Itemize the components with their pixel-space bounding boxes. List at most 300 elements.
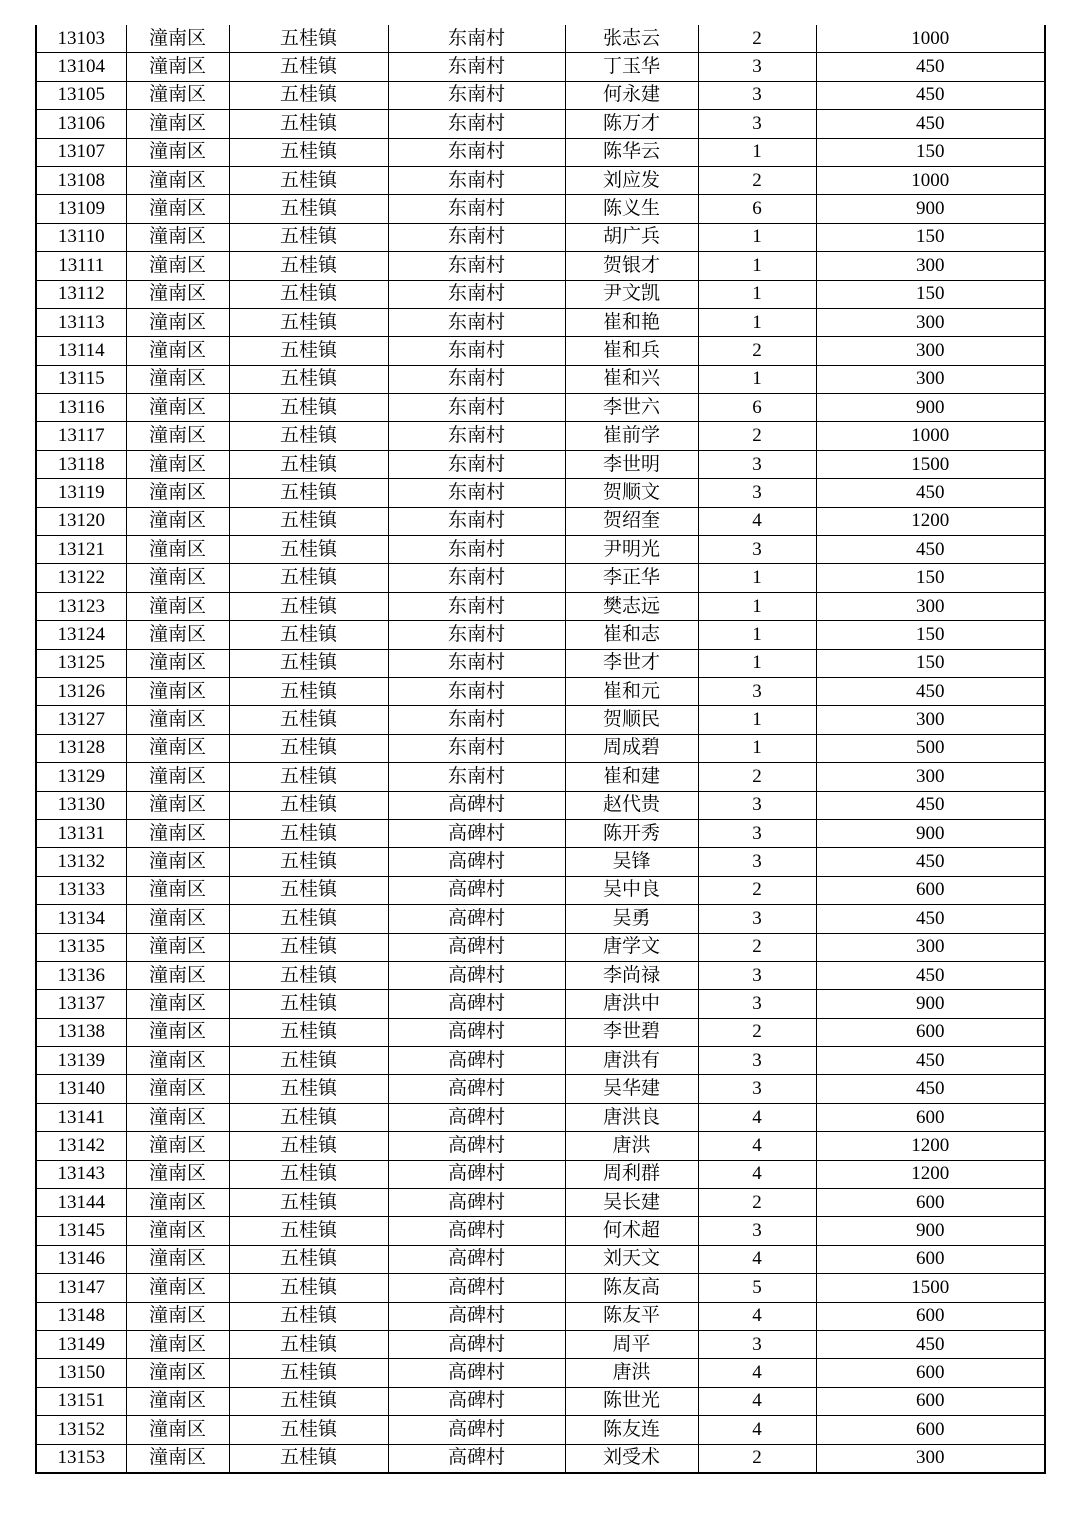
amount-cell: 450 xyxy=(816,848,1045,876)
district-cell: 潼南区 xyxy=(126,1132,229,1160)
household-size-cell: 2 xyxy=(698,763,816,791)
town-cell: 五桂镇 xyxy=(229,564,388,592)
town-cell: 五桂镇 xyxy=(229,621,388,649)
household-size-cell: 4 xyxy=(698,1132,816,1160)
town-cell: 五桂镇 xyxy=(229,422,388,450)
name-cell: 胡广兵 xyxy=(565,223,698,251)
name-cell: 刘天文 xyxy=(565,1245,698,1273)
name-cell: 陈万才 xyxy=(565,110,698,138)
household-size-cell: 1 xyxy=(698,734,816,762)
serial-number-cell: 13153 xyxy=(36,1444,126,1473)
household-size-cell: 1 xyxy=(698,308,816,336)
household-size-cell: 1 xyxy=(698,649,816,677)
table-row xyxy=(36,592,1045,620)
town-cell: 五桂镇 xyxy=(229,110,388,138)
district-cell: 潼南区 xyxy=(126,1217,229,1245)
table-row xyxy=(36,1359,1045,1387)
village-cell: 东南村 xyxy=(388,195,565,223)
district-cell: 潼南区 xyxy=(126,394,229,422)
amount-cell: 300 xyxy=(816,933,1045,961)
amount-cell: 900 xyxy=(816,195,1045,223)
name-cell: 崔和艳 xyxy=(565,308,698,336)
name-cell: 张志云 xyxy=(565,25,698,53)
serial-number-cell: 13132 xyxy=(36,848,126,876)
household-size-cell: 3 xyxy=(698,848,816,876)
serial-number-cell: 13107 xyxy=(36,138,126,166)
town-cell: 五桂镇 xyxy=(229,394,388,422)
town-cell: 五桂镇 xyxy=(229,763,388,791)
village-cell: 东南村 xyxy=(388,507,565,535)
table-row xyxy=(36,25,1045,53)
name-cell: 丁玉华 xyxy=(565,53,698,81)
name-cell: 吴华建 xyxy=(565,1075,698,1103)
amount-cell: 300 xyxy=(816,308,1045,336)
district-cell: 潼南区 xyxy=(126,1302,229,1330)
household-size-cell: 3 xyxy=(698,791,816,819)
name-cell: 尹明光 xyxy=(565,536,698,564)
amount-cell: 450 xyxy=(816,1330,1045,1358)
serial-number-cell: 13113 xyxy=(36,308,126,336)
serial-number-cell: 13123 xyxy=(36,592,126,620)
serial-number-cell: 13139 xyxy=(36,1047,126,1075)
town-cell: 五桂镇 xyxy=(229,365,388,393)
village-cell: 东南村 xyxy=(388,422,565,450)
serial-number-cell: 13109 xyxy=(36,195,126,223)
table-row xyxy=(36,1132,1045,1160)
table-row xyxy=(36,1245,1045,1273)
village-cell: 东南村 xyxy=(388,337,565,365)
village-cell: 高碑村 xyxy=(388,1217,565,1245)
household-size-cell: 1 xyxy=(698,592,816,620)
amount-cell: 150 xyxy=(816,621,1045,649)
town-cell: 五桂镇 xyxy=(229,308,388,336)
name-cell: 贺顺文 xyxy=(565,479,698,507)
name-cell: 何术超 xyxy=(565,1217,698,1245)
household-size-cell: 1 xyxy=(698,223,816,251)
town-cell: 五桂镇 xyxy=(229,819,388,847)
amount-cell: 450 xyxy=(816,791,1045,819)
table-row xyxy=(36,1387,1045,1415)
table-row xyxy=(36,706,1045,734)
amount-cell: 600 xyxy=(816,876,1045,904)
serial-number-cell: 13103 xyxy=(36,25,126,53)
village-cell: 东南村 xyxy=(388,53,565,81)
district-cell: 潼南区 xyxy=(126,450,229,478)
village-cell: 东南村 xyxy=(388,677,565,705)
village-cell: 东南村 xyxy=(388,706,565,734)
household-size-cell: 4 xyxy=(698,1359,816,1387)
amount-cell: 300 xyxy=(816,365,1045,393)
town-cell: 五桂镇 xyxy=(229,1103,388,1131)
name-cell: 陈友平 xyxy=(565,1302,698,1330)
town-cell: 五桂镇 xyxy=(229,1330,388,1358)
name-cell: 唐学文 xyxy=(565,933,698,961)
household-size-cell: 4 xyxy=(698,1160,816,1188)
table-body xyxy=(36,25,1045,1473)
name-cell: 贺绍奎 xyxy=(565,507,698,535)
serial-number-cell: 13126 xyxy=(36,677,126,705)
household-size-cell: 1 xyxy=(698,564,816,592)
serial-number-cell: 13147 xyxy=(36,1274,126,1302)
district-cell: 潼南区 xyxy=(126,536,229,564)
serial-number-cell: 13146 xyxy=(36,1245,126,1273)
serial-number-cell: 13135 xyxy=(36,933,126,961)
name-cell: 李世才 xyxy=(565,649,698,677)
table-row xyxy=(36,536,1045,564)
town-cell: 五桂镇 xyxy=(229,337,388,365)
district-cell: 潼南区 xyxy=(126,422,229,450)
table-row xyxy=(36,677,1045,705)
village-cell: 高碑村 xyxy=(388,1387,565,1415)
serial-number-cell: 13110 xyxy=(36,223,126,251)
serial-number-cell: 13141 xyxy=(36,1103,126,1131)
amount-cell: 900 xyxy=(816,819,1045,847)
name-cell: 周平 xyxy=(565,1330,698,1358)
household-size-cell: 4 xyxy=(698,507,816,535)
household-size-cell: 2 xyxy=(698,933,816,961)
table-row xyxy=(36,110,1045,138)
amount-cell: 450 xyxy=(816,905,1045,933)
table-row xyxy=(36,308,1045,336)
amount-cell: 1000 xyxy=(816,166,1045,194)
town-cell: 五桂镇 xyxy=(229,848,388,876)
household-size-cell: 1 xyxy=(698,252,816,280)
district-cell: 潼南区 xyxy=(126,1330,229,1358)
table-row xyxy=(36,1416,1045,1444)
village-cell: 高碑村 xyxy=(388,1132,565,1160)
village-cell: 东南村 xyxy=(388,763,565,791)
table-row xyxy=(36,337,1045,365)
amount-cell: 300 xyxy=(816,706,1045,734)
district-cell: 潼南区 xyxy=(126,1075,229,1103)
amount-cell: 300 xyxy=(816,592,1045,620)
serial-number-cell: 13130 xyxy=(36,791,126,819)
serial-number-cell: 13134 xyxy=(36,905,126,933)
name-cell: 李世六 xyxy=(565,394,698,422)
table-row xyxy=(36,1047,1045,1075)
amount-cell: 300 xyxy=(816,252,1045,280)
household-size-cell: 2 xyxy=(698,25,816,53)
amount-cell: 600 xyxy=(816,1387,1045,1415)
table-row xyxy=(36,223,1045,251)
village-cell: 高碑村 xyxy=(388,1160,565,1188)
household-size-cell: 2 xyxy=(698,1444,816,1473)
serial-number-cell: 13119 xyxy=(36,479,126,507)
town-cell: 五桂镇 xyxy=(229,1302,388,1330)
village-cell: 东南村 xyxy=(388,166,565,194)
amount-cell: 150 xyxy=(816,223,1045,251)
household-size-cell: 2 xyxy=(698,166,816,194)
town-cell: 五桂镇 xyxy=(229,252,388,280)
household-size-cell: 1 xyxy=(698,365,816,393)
town-cell: 五桂镇 xyxy=(229,1132,388,1160)
village-cell: 东南村 xyxy=(388,365,565,393)
town-cell: 五桂镇 xyxy=(229,876,388,904)
village-cell: 东南村 xyxy=(388,280,565,308)
household-size-cell: 2 xyxy=(698,337,816,365)
amount-cell: 450 xyxy=(816,536,1045,564)
village-cell: 东南村 xyxy=(388,81,565,109)
village-cell: 东南村 xyxy=(388,223,565,251)
village-cell: 东南村 xyxy=(388,564,565,592)
district-cell: 潼南区 xyxy=(126,621,229,649)
household-size-cell: 5 xyxy=(698,1274,816,1302)
table-row xyxy=(36,450,1045,478)
serial-number-cell: 13143 xyxy=(36,1160,126,1188)
amount-cell: 500 xyxy=(816,734,1045,762)
village-cell: 东南村 xyxy=(388,450,565,478)
town-cell: 五桂镇 xyxy=(229,1387,388,1415)
amount-cell: 300 xyxy=(816,763,1045,791)
town-cell: 五桂镇 xyxy=(229,1160,388,1188)
district-cell: 潼南区 xyxy=(126,876,229,904)
name-cell: 刘应发 xyxy=(565,166,698,194)
serial-number-cell: 13127 xyxy=(36,706,126,734)
district-cell: 潼南区 xyxy=(126,677,229,705)
table-row xyxy=(36,252,1045,280)
serial-number-cell: 13108 xyxy=(36,166,126,194)
village-cell: 高碑村 xyxy=(388,933,565,961)
village-cell: 东南村 xyxy=(388,308,565,336)
town-cell: 五桂镇 xyxy=(229,223,388,251)
name-cell: 崔和兵 xyxy=(565,337,698,365)
name-cell: 崔和志 xyxy=(565,621,698,649)
serial-number-cell: 13104 xyxy=(36,53,126,81)
serial-number-cell: 13122 xyxy=(36,564,126,592)
table-row xyxy=(36,166,1045,194)
village-cell: 高碑村 xyxy=(388,1075,565,1103)
amount-cell: 450 xyxy=(816,1075,1045,1103)
town-cell: 五桂镇 xyxy=(229,1018,388,1046)
serial-number-cell: 13115 xyxy=(36,365,126,393)
table-row xyxy=(36,763,1045,791)
serial-number-cell: 13129 xyxy=(36,763,126,791)
amount-cell: 600 xyxy=(816,1302,1045,1330)
town-cell: 五桂镇 xyxy=(229,592,388,620)
serial-number-cell: 13145 xyxy=(36,1217,126,1245)
table-row xyxy=(36,1189,1045,1217)
name-cell: 李尚禄 xyxy=(565,961,698,989)
household-size-cell: 3 xyxy=(698,81,816,109)
name-cell: 崔前学 xyxy=(565,422,698,450)
serial-number-cell: 13117 xyxy=(36,422,126,450)
name-cell: 吴长建 xyxy=(565,1189,698,1217)
name-cell: 陈华云 xyxy=(565,138,698,166)
household-size-cell: 1 xyxy=(698,280,816,308)
amount-cell: 450 xyxy=(816,479,1045,507)
name-cell: 周成碧 xyxy=(565,734,698,762)
district-cell: 潼南区 xyxy=(126,81,229,109)
household-size-cell: 4 xyxy=(698,1245,816,1273)
household-size-cell: 3 xyxy=(698,1330,816,1358)
name-cell: 刘受术 xyxy=(565,1444,698,1473)
village-cell: 高碑村 xyxy=(388,876,565,904)
household-size-cell: 4 xyxy=(698,1103,816,1131)
serial-number-cell: 13138 xyxy=(36,1018,126,1046)
amount-cell: 600 xyxy=(816,1416,1045,1444)
serial-number-cell: 13149 xyxy=(36,1330,126,1358)
serial-number-cell: 13144 xyxy=(36,1189,126,1217)
table-row xyxy=(36,195,1045,223)
town-cell: 五桂镇 xyxy=(229,1075,388,1103)
district-cell: 潼南区 xyxy=(126,1160,229,1188)
amount-cell: 450 xyxy=(816,677,1045,705)
amount-cell: 900 xyxy=(816,990,1045,1018)
amount-cell: 450 xyxy=(816,53,1045,81)
village-cell: 东南村 xyxy=(388,734,565,762)
town-cell: 五桂镇 xyxy=(229,1217,388,1245)
serial-number-cell: 13112 xyxy=(36,280,126,308)
serial-number-cell: 13121 xyxy=(36,536,126,564)
serial-number-cell: 13128 xyxy=(36,734,126,762)
table-row xyxy=(36,905,1045,933)
table-row xyxy=(36,422,1045,450)
name-cell: 吴锋 xyxy=(565,848,698,876)
amount-cell: 450 xyxy=(816,81,1045,109)
name-cell: 贺顺民 xyxy=(565,706,698,734)
district-cell: 潼南区 xyxy=(126,848,229,876)
household-size-cell: 3 xyxy=(698,1047,816,1075)
name-cell: 陈世光 xyxy=(565,1387,698,1415)
amount-cell: 600 xyxy=(816,1103,1045,1131)
village-cell: 东南村 xyxy=(388,592,565,620)
village-cell: 东南村 xyxy=(388,621,565,649)
table-row xyxy=(36,365,1045,393)
town-cell: 五桂镇 xyxy=(229,1359,388,1387)
table-row xyxy=(36,621,1045,649)
district-cell: 潼南区 xyxy=(126,53,229,81)
table-row xyxy=(36,81,1045,109)
village-cell: 高碑村 xyxy=(388,1359,565,1387)
amount-cell: 900 xyxy=(816,394,1045,422)
district-cell: 潼南区 xyxy=(126,1444,229,1473)
amount-cell: 1200 xyxy=(816,1132,1045,1160)
district-cell: 潼南区 xyxy=(126,706,229,734)
town-cell: 五桂镇 xyxy=(229,536,388,564)
district-cell: 潼南区 xyxy=(126,905,229,933)
household-size-cell: 1 xyxy=(698,706,816,734)
village-cell: 东南村 xyxy=(388,394,565,422)
village-cell: 高碑村 xyxy=(388,1245,565,1273)
name-cell: 陈友高 xyxy=(565,1274,698,1302)
name-cell: 陈开秀 xyxy=(565,819,698,847)
name-cell: 李世明 xyxy=(565,450,698,478)
household-size-cell: 6 xyxy=(698,394,816,422)
table-row xyxy=(36,1160,1045,1188)
serial-number-cell: 13142 xyxy=(36,1132,126,1160)
district-cell: 潼南区 xyxy=(126,990,229,1018)
district-cell: 潼南区 xyxy=(126,933,229,961)
table-row xyxy=(36,990,1045,1018)
name-cell: 樊志远 xyxy=(565,592,698,620)
name-cell: 陈义生 xyxy=(565,195,698,223)
town-cell: 五桂镇 xyxy=(229,280,388,308)
amount-cell: 600 xyxy=(816,1018,1045,1046)
amount-cell: 300 xyxy=(816,1444,1045,1473)
name-cell: 唐洪 xyxy=(565,1359,698,1387)
household-size-cell: 3 xyxy=(698,990,816,1018)
serial-number-cell: 13152 xyxy=(36,1416,126,1444)
district-cell: 潼南区 xyxy=(126,1245,229,1273)
household-size-cell: 6 xyxy=(698,195,816,223)
name-cell: 李世碧 xyxy=(565,1018,698,1046)
serial-number-cell: 13151 xyxy=(36,1387,126,1415)
district-cell: 潼南区 xyxy=(126,1047,229,1075)
village-cell: 高碑村 xyxy=(388,905,565,933)
table-row xyxy=(36,1103,1045,1131)
records-table xyxy=(35,25,1046,1474)
district-cell: 潼南区 xyxy=(126,195,229,223)
household-size-cell: 3 xyxy=(698,450,816,478)
village-cell: 东南村 xyxy=(388,649,565,677)
amount-cell: 1500 xyxy=(816,450,1045,478)
village-cell: 高碑村 xyxy=(388,1103,565,1131)
amount-cell: 600 xyxy=(816,1245,1045,1273)
district-cell: 潼南区 xyxy=(126,763,229,791)
amount-cell: 150 xyxy=(816,280,1045,308)
amount-cell: 450 xyxy=(816,961,1045,989)
village-cell: 东南村 xyxy=(388,536,565,564)
district-cell: 潼南区 xyxy=(126,734,229,762)
serial-number-cell: 13148 xyxy=(36,1302,126,1330)
amount-cell: 1000 xyxy=(816,422,1045,450)
name-cell: 李正华 xyxy=(565,564,698,592)
district-cell: 潼南区 xyxy=(126,1387,229,1415)
town-cell: 五桂镇 xyxy=(229,479,388,507)
village-cell: 高碑村 xyxy=(388,1302,565,1330)
town-cell: 五桂镇 xyxy=(229,138,388,166)
name-cell: 尹文凯 xyxy=(565,280,698,308)
household-size-cell: 2 xyxy=(698,876,816,904)
household-size-cell: 3 xyxy=(698,1075,816,1103)
name-cell: 赵代贵 xyxy=(565,791,698,819)
table-row xyxy=(36,933,1045,961)
name-cell: 贺银才 xyxy=(565,252,698,280)
household-size-cell: 1 xyxy=(698,138,816,166)
district-cell: 潼南区 xyxy=(126,819,229,847)
district-cell: 潼南区 xyxy=(126,1359,229,1387)
amount-cell: 450 xyxy=(816,110,1045,138)
district-cell: 潼南区 xyxy=(126,25,229,53)
amount-cell: 600 xyxy=(816,1189,1045,1217)
town-cell: 五桂镇 xyxy=(229,990,388,1018)
household-size-cell: 3 xyxy=(698,53,816,81)
household-size-cell: 3 xyxy=(698,819,816,847)
district-cell: 潼南区 xyxy=(126,791,229,819)
town-cell: 五桂镇 xyxy=(229,649,388,677)
name-cell: 周利群 xyxy=(565,1160,698,1188)
village-cell: 高碑村 xyxy=(388,791,565,819)
name-cell: 崔和兴 xyxy=(565,365,698,393)
serial-number-cell: 13105 xyxy=(36,81,126,109)
name-cell: 唐洪中 xyxy=(565,990,698,1018)
amount-cell: 300 xyxy=(816,337,1045,365)
table-row xyxy=(36,1018,1045,1046)
town-cell: 五桂镇 xyxy=(229,1444,388,1473)
town-cell: 五桂镇 xyxy=(229,1047,388,1075)
town-cell: 五桂镇 xyxy=(229,961,388,989)
table-row xyxy=(36,138,1045,166)
village-cell: 高碑村 xyxy=(388,1047,565,1075)
serial-number-cell: 13114 xyxy=(36,337,126,365)
serial-number-cell: 13137 xyxy=(36,990,126,1018)
village-cell: 东南村 xyxy=(388,479,565,507)
district-cell: 潼南区 xyxy=(126,138,229,166)
town-cell: 五桂镇 xyxy=(229,1189,388,1217)
amount-cell: 1500 xyxy=(816,1274,1045,1302)
household-size-cell: 2 xyxy=(698,1018,816,1046)
district-cell: 潼南区 xyxy=(126,252,229,280)
